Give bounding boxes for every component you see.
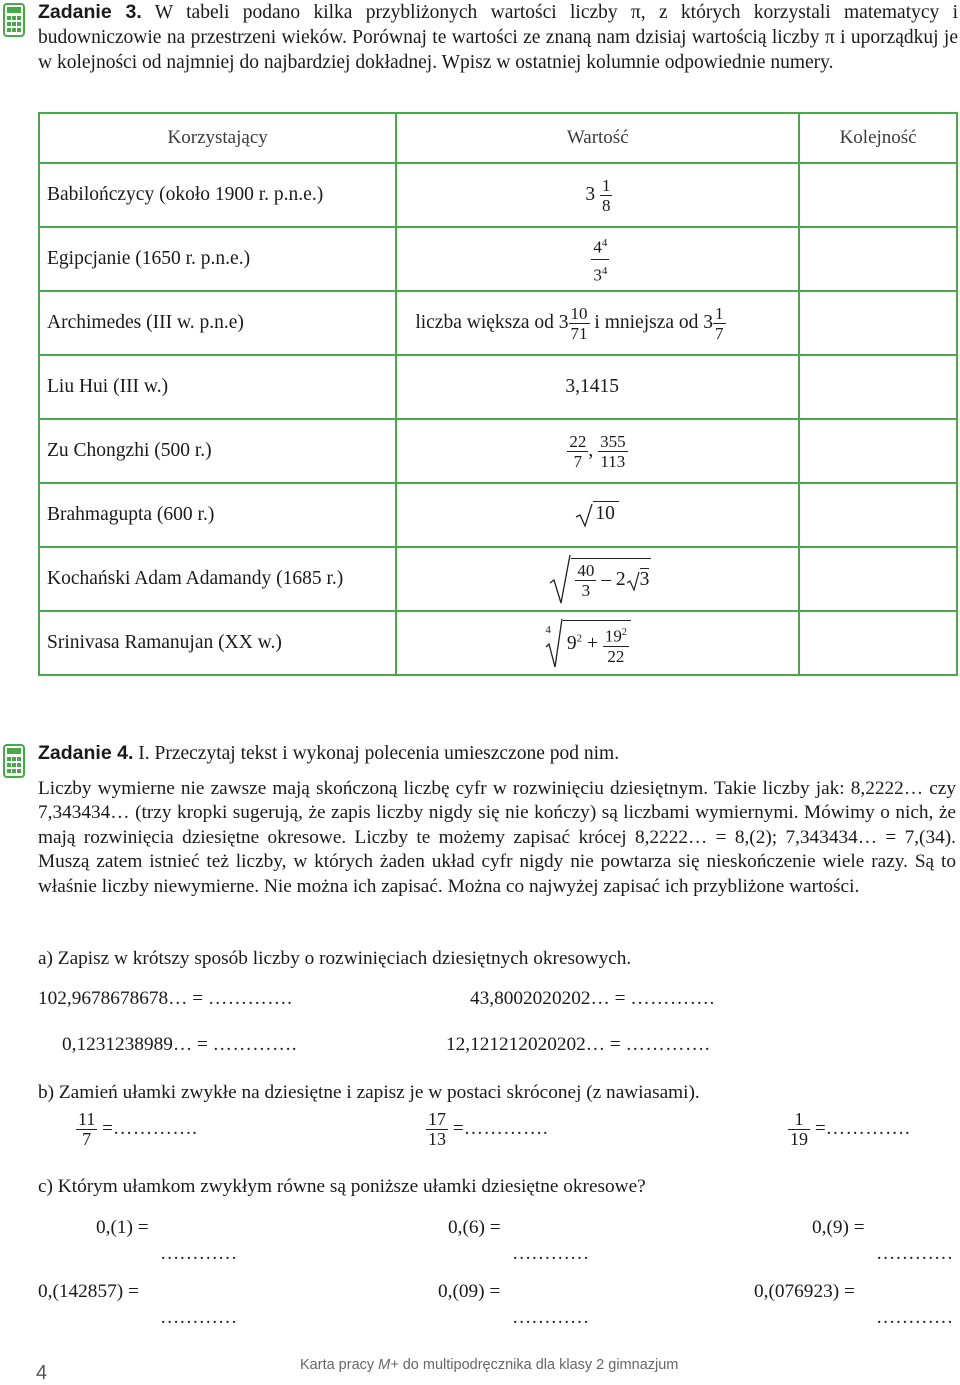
answer-blank[interactable]: ………… — [512, 1243, 590, 1264]
row-who: Egipcjanie (1650 r. p.n.e.) — [39, 227, 396, 291]
row-value: $\frac{40}{3}$ – 2 3 — [396, 547, 799, 611]
row-who: Babilończycy (około 1900 r. p.n.e.) — [39, 163, 396, 227]
row-value: liczba większa od 3 $\frac{10}{71}$ i mniejsza od 3 $\frac{1}{7}$ — [396, 291, 799, 355]
table-row — [39, 611, 957, 675]
table-row — [39, 547, 957, 611]
mixed-whole: 3 — [585, 183, 596, 205]
task3-text: W tabeli podano kilka przybliżonych wartości liczby π, z których korzystali matematycy i budowniczowie na przestrzeni wieków. Porównaj te wartości ze znaną nam dzisiaj wartością liczby π i uporządkuj je w kolejności od najmniej do najbardziej dokładnej. Wpisz w ostatniej kolumnie odpowiednie numery. — [38, 2, 959, 73]
sqrt-sign-icon — [575, 502, 593, 528]
row-value: $^49^2$ + $\frac{19^2}{22}$ — [396, 611, 799, 675]
task4c-item: 0,(9) = — [812, 1217, 865, 1238]
pi-values-table — [38, 112, 958, 676]
answer-blank[interactable]: ………… — [160, 1307, 238, 1328]
header-wartosc: Wartość — [396, 113, 799, 163]
row-who: Srinivasa Ramanujan (XX w.) — [39, 611, 396, 675]
footer-text: Karta pracy M+ do multipodręcznika dla klasy 2 gimnazjum — [300, 1357, 679, 1373]
answer-blank[interactable]: …………. — [630, 988, 715, 1009]
task4c-item: 0,(09) = — [438, 1281, 501, 1302]
order-input-cell[interactable] — [799, 611, 957, 675]
fraction: $\frac{10}{71}$ — [570, 303, 588, 343]
order-input-cell[interactable] — [799, 355, 957, 419]
row-value: $\frac{22}{7}$ , $\frac{355}{113}$ — [396, 419, 799, 483]
task4a-item: 102,9678678678… = …………. — [38, 988, 293, 1009]
task4b-item: $\frac{17}{13}$ =…………. — [428, 1109, 549, 1149]
answer-blank[interactable]: ………… — [160, 1243, 238, 1264]
row-who: Zu Chongzhi (500 r.) — [39, 419, 396, 483]
fraction: $\frac{4^4}{3^4}$ — [591, 234, 609, 284]
answer-blank[interactable]: ………… — [512, 1307, 590, 1328]
task4c-item: 0,(1) = — [96, 1217, 149, 1238]
fraction: $\frac{1}{19}$ — [790, 1109, 808, 1149]
task4-heading: Zadanie 4. — [38, 742, 134, 764]
fraction: $\frac{1}{8}$ — [601, 175, 611, 215]
task4-intro: Zadanie 4. I. Przeczytaj tekst i wykonaj polecenia umieszczone pod nim. — [38, 742, 620, 764]
row-value — [396, 227, 799, 291]
task4a-item: 0,1231238989… = …………. — [62, 1034, 298, 1055]
task3-heading: Zadanie 3. — [38, 1, 142, 23]
answer-blank[interactable]: …………. — [113, 1117, 198, 1139]
row-who: Kochański Adam Adamandy (1685 r.) — [39, 547, 396, 611]
fraction: $\frac{11}{7}$ — [78, 1109, 96, 1149]
header-kolejnosc: Kolejność — [799, 113, 957, 163]
table-row — [39, 355, 957, 419]
row-value: 10 — [396, 483, 799, 547]
header-korzystajacy: Korzystający — [39, 113, 396, 163]
task4b-label: b) Zamień ułamki zwykłe na dziesiętne i zapisz je w postaci skróconej (z nawiasami). — [38, 1082, 700, 1103]
order-input-cell[interactable] — [799, 227, 957, 291]
answer-blank[interactable]: …………. — [825, 1117, 911, 1139]
answer-blank[interactable]: …………. — [463, 1117, 549, 1139]
order-input-cell[interactable] — [799, 547, 957, 611]
task4-paragraph: Liczby wymierne nie zawsze mają skończoną liczbę cyfr w rozwinięciu dziesiętnym. Takie liczby jak: 8,2222… czy 7,343434… (trzy kropki sugerują, że zapis liczby nigdy się nie kończy) są liczbami wymiernymi. Mówimy o nich, że mają rozwinięcia dziesiętne okresowe. Liczby te możemy zapisać krócej 8,2222… = 8,(2); 7,343434… = 7,(34). Muszą zatem istnieć też liczby, w których żaden układ cyfr nigdy nie powtarza się nieskończenie wiele razy. Są to właśnie liczby niewymierne. Nie można ich zapisać. Można co najwyżej zapisać ich przybliżone wartości. — [38, 778, 956, 897]
task4b-item: $\frac{1}{19}$ =…………. — [790, 1109, 911, 1149]
task4c-item: 0,(076923) = — [754, 1281, 855, 1302]
row-value: 3,1415 — [396, 355, 799, 419]
fraction: $\frac{19^2}{22}$ — [603, 623, 629, 666]
row-who: Brahmagupta (600 r.) — [39, 483, 396, 547]
fraction: $\frac{22}{7}$ — [569, 431, 587, 471]
fraction: $\frac{17}{13}$ — [428, 1109, 446, 1149]
order-input-cell[interactable] — [799, 483, 957, 547]
order-input-cell[interactable] — [799, 419, 957, 483]
table-row — [39, 227, 957, 291]
task4a-item: 43,8002020202… = …………. — [470, 988, 715, 1009]
answer-blank[interactable]: ………… — [876, 1243, 954, 1264]
order-input-cell[interactable] — [799, 291, 957, 355]
table-header-row — [39, 113, 957, 163]
row-who: Liu Hui (III w.) — [39, 355, 396, 419]
table-row — [39, 483, 957, 547]
task4a-label: a) Zapisz w krótszy sposób liczby o rozwinięciach dziesiętnych okresowych. — [38, 948, 632, 969]
sqrt-sign-icon — [626, 570, 640, 592]
task4c-item: 0,(142857) = — [38, 1281, 139, 1302]
answer-blank[interactable]: …………. — [212, 1034, 298, 1055]
task4c-label: c) Którym ułamkom zwykłym równe są poniższe ułamki dziesiętne okresowe? — [38, 1176, 646, 1197]
task4b-item: $\frac{11}{7}$ =…………. — [78, 1109, 198, 1149]
task4c-item: 0,(6) = — [448, 1217, 501, 1238]
row-who: Archimedes (III w. p.n.e) — [39, 291, 396, 355]
sqrt-sign-icon — [549, 553, 571, 605]
calculator-icon — [3, 3, 25, 37]
calculator-icon — [3, 744, 25, 778]
task3-instructions — [38, 0, 958, 75]
answer-blank[interactable]: ………… — [876, 1307, 954, 1328]
table-row — [39, 419, 957, 483]
answer-blank[interactable]: …………. — [207, 988, 293, 1009]
fraction: $\frac{1}{7}$ — [715, 303, 724, 343]
order-input-cell[interactable] — [799, 163, 957, 227]
fraction: $\frac{40}{3}$ — [577, 561, 595, 600]
fraction: $\frac{355}{113}$ — [600, 431, 626, 471]
task4a-item: 12,121212020202… = …………. — [446, 1034, 711, 1055]
page-number: 4 — [36, 1362, 48, 1384]
row-value — [396, 163, 799, 227]
answer-blank[interactable]: …………. — [625, 1034, 711, 1055]
table-row — [39, 291, 957, 355]
table-row — [39, 163, 957, 227]
